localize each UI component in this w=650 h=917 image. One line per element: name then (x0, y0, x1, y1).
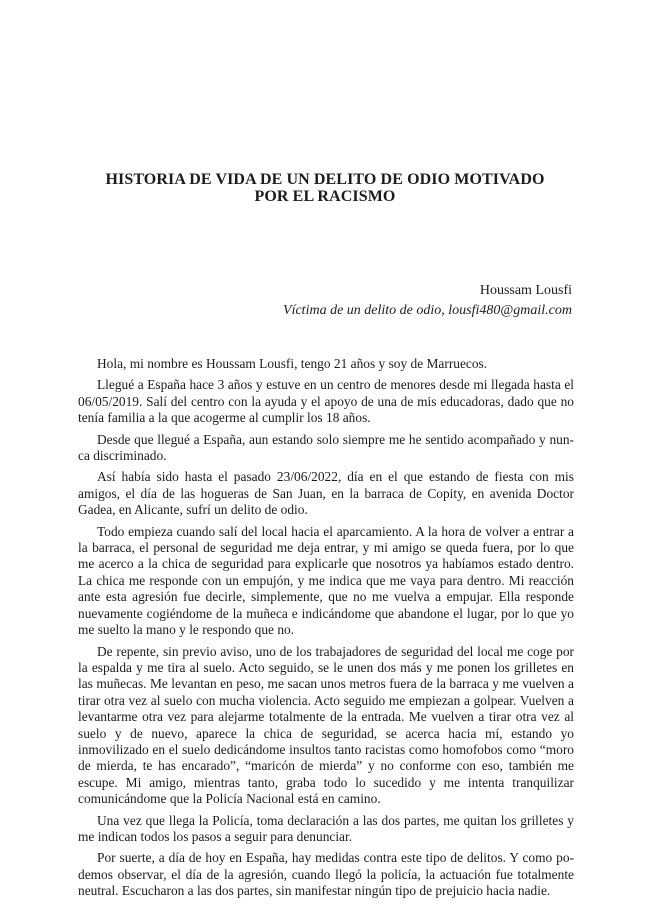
paragraph-4: Así había sido hasta el pasado 23/06/2022, día en el que estando de fiesta con mis amigos, el día de las hogueras de San Juan, en la barraca de Copity, en avenida Doctor Gadea, en Alicante, sufrí un delito de odio. (78, 469, 574, 518)
paragraph-2: Llegué a España hace 3 años y estuve en un centro de menores desde mi llegada hasta el 06/05/2019. Salí del centro con la ayuda y el apoyo de una de mis educadoras, dado que no tenía familia a la que acogerme al cumplir los 18 años. (78, 377, 574, 426)
paragraph-6: De repente, sin previo aviso, uno de los trabajadores de seguridad del local me coge por la espalda y me tira al suelo. Acto seguido, se le unen dos más y me ponen los grilletes en las muñecas. Me levantan en peso, me sacan unos metros fuera de la barraca y me vuelven a tirar otra vez al suelo con mucha violencia. Acto seguido me empiezan a golpear. Vuelven a levantarme otra vez para alejarme totalmente de la entrada. Me vuelven a tirar otra vez al suelo y de nuevo, aparece la chica de seguridad, se acerca hacia mí, estando yo inmovilizado en el suelo dedicándome insultos tanto racistas como homofobos como “moro de mierda, te has encarado”, “maricón de mierda” y no conforme con eso, también me escupe. Mi amigo, mientras tanto, graba todo lo sucedido y me intenta tranquilizar comunicándome que la Policía Nacional está en camino. (78, 643, 574, 807)
paragraph-7: Una vez que llega la Policía, toma declaración a las dos partes, me quitan los grilletes y me indican todos los pasos a seguir para denunciar. (78, 812, 574, 844)
title-line-2: POR EL RACISMO (254, 188, 396, 205)
author-affiliation: Víctima de un delito de odio, lousfi480@gmail.com (283, 303, 572, 318)
paragraph-3: Desde que llegué a España, aun estando solo siempre me he sentido acompañado y nunca discriminado. (78, 431, 574, 464)
author-name: Houssam Lousfi (479, 283, 572, 298)
paragraph-5: Todo empieza cuando salí del local hacia el aparcamiento. A la hora de volver a entrar a la barraca, el personal de seguridad me deja entrar, y mi amigo se queda fuera, por lo que me acerco a la chica de seguridad para explicarle que nosotros ya habíamos estado dentro. La chica me responde con un empujón, y me indica que me vaya para dentro. Mi reacción ante esta agresión fue decirle, simplemente, que no me vuelva a empujar. Ella responde nuevamente cogiéndome de la muñeca e indicándome que abandone el lugar, por lo que yo me suelto la mano y le respondo que no. (78, 523, 574, 638)
paragraph-1: Hola, mi nombre es Houssam Lousfi, tengo 21 años y soy de Marruecos. (97, 356, 488, 371)
paragraph-8: Por suerte, a día de hoy en España, hay medidas contra este tipo de delitos. Y como podemos observar, el día de la agresión, cuando llegó la policía, la actuación fue totalmente neutral. Escucharon a las dos partes, sin manifestar ningún tipo de prejuicio hacia nadie. (78, 850, 574, 899)
document-title (78, 171, 572, 205)
article-body (78, 356, 574, 905)
author-block (283, 281, 572, 321)
title-line-1: HISTORIA DE VIDA DE UN DELITO DE ODIO MOTIVADO (105, 171, 545, 188)
